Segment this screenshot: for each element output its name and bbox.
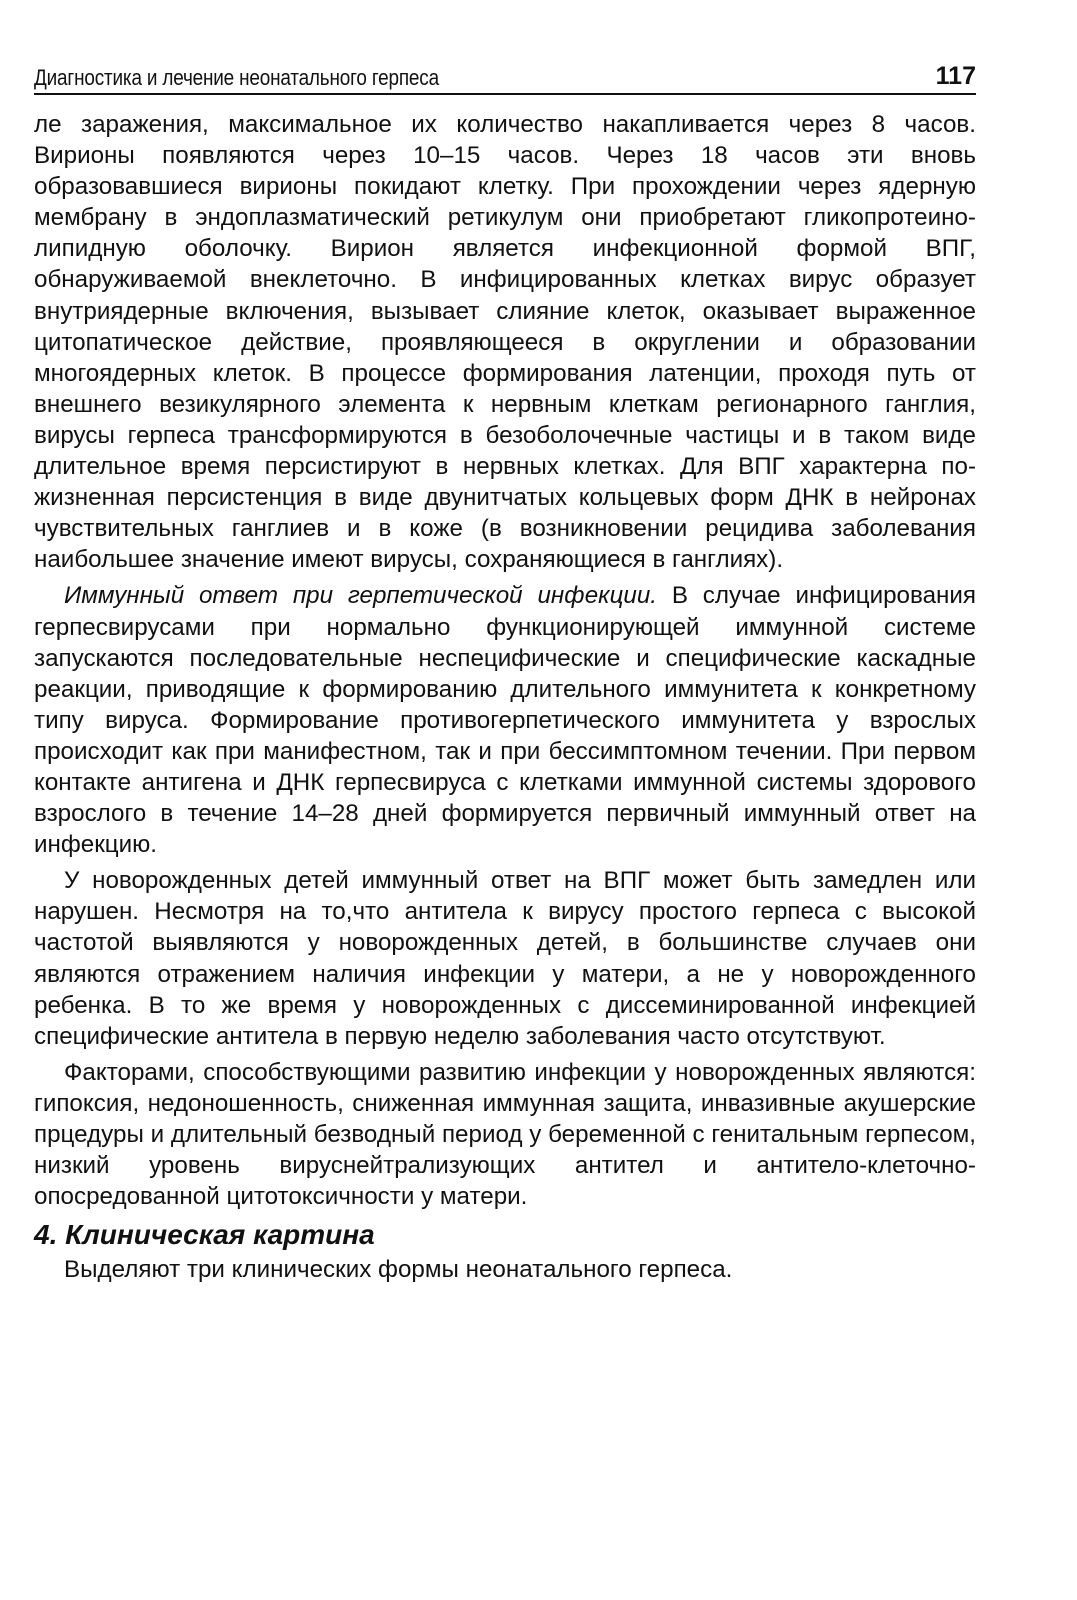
section-heading: 4. Клиническая картина xyxy=(34,1219,375,1251)
paragraph-text: Факторами, способствующими развитию инфекции у новорожденных являются: гипоксия, недоношенность, сниженная иммунная защита, инвазивные акушерские прцедуры и длительный безводный период у беременной с генитальным герпесом, низкий уровень вируснейтрализующих антител и антитело-клеточно-опосредованной цитотоксичности у матери. xyxy=(34,1058,976,1211)
paragraph-virion-replication xyxy=(34,109,976,575)
book-page xyxy=(34,62,976,1285)
page-number: 117 xyxy=(935,62,976,90)
body-text xyxy=(34,109,976,1285)
running-header xyxy=(34,62,976,95)
run-in-heading: Иммунный ответ при герпетической инфекции. xyxy=(64,582,658,610)
paragraph-text: ле заражения, максимальное их количество накапливается через 8 часов. Вирионы появляются через 10–15 часов. Через 18 часов эти вновь образовавшиеся вирионы покидают клетку. При прохождении через ядерную мембрану в эндоплазматический ретикулум они приобретают гликопротеино-липидную оболочку. Вирион является инфекционной формой ВПГ, обнаруживаемой внеклеточно. В инфицированных клетках вирус образует внутриядерные включения, вызывает слияние клеток, оказывает выраженное цитопатическое действие, проявляющееся в округлении и образовании многоядерных клеток. В процессе формирования латенции, проходя путь от внешнего везикулярного элемента к нервным клеткам регионарного ганглия, вирусы герпеса трансформируются в безоболочечные частицы и в таком виде длительное время персистируют в нервных клетках. Для ВПГ характерна пожизненная персистенция в виде двунитчатых кольцевых форм ДНК в нейронах чувствительных ганглиев и в коже (в возникновении рецидива заболевания наибольшее значение имеют вирусы, сохраняющиеся в ганглиях). xyxy=(34,111,976,574)
running-header-title: Диагностика и лечение неонатального герпеса xyxy=(34,65,439,90)
paragraph-risk-factors xyxy=(34,1057,976,1212)
section-intro-text: Выделяют три клинических формы неонатального герпеса. xyxy=(64,1256,733,1284)
paragraph-neonatal-immunity xyxy=(34,865,976,1052)
paragraph-text: У новорожденных детей иммунный ответ на ВПГ может быть замедлен или нарушен. Несмотря на то,что антитела к вирусу простого герпеса с высокой частотой выявляются у новорожденных детей, в большинстве случаев они являются отражением наличия инфекции у матери, а не у новорожденного ребенка. В то же время у новорожденных с диссеминированной инфекцией специфические антитела в первую неделю заболевания часто отсутствуют. xyxy=(34,867,976,1050)
paragraph-immune-response xyxy=(34,580,976,860)
paragraph-text: В случае инфицирования герпесвирусами при нормально функционирующей иммунной системе запускаются последовательные неспецифические и специфические каскадные реакции, приводящие к формированию длительного иммунитета к конкретному типу вируса. Формирование противогерпетического иммунитета у взрослых происходит как при манифестном, так и при бессимптомном течении. При первом контакте антигена и ДНК герпесвируса с клетками иммунной системы здорового взрослого в течение 14–28 дней формируется первичный иммунный ответ на инфекцию. xyxy=(34,582,976,859)
